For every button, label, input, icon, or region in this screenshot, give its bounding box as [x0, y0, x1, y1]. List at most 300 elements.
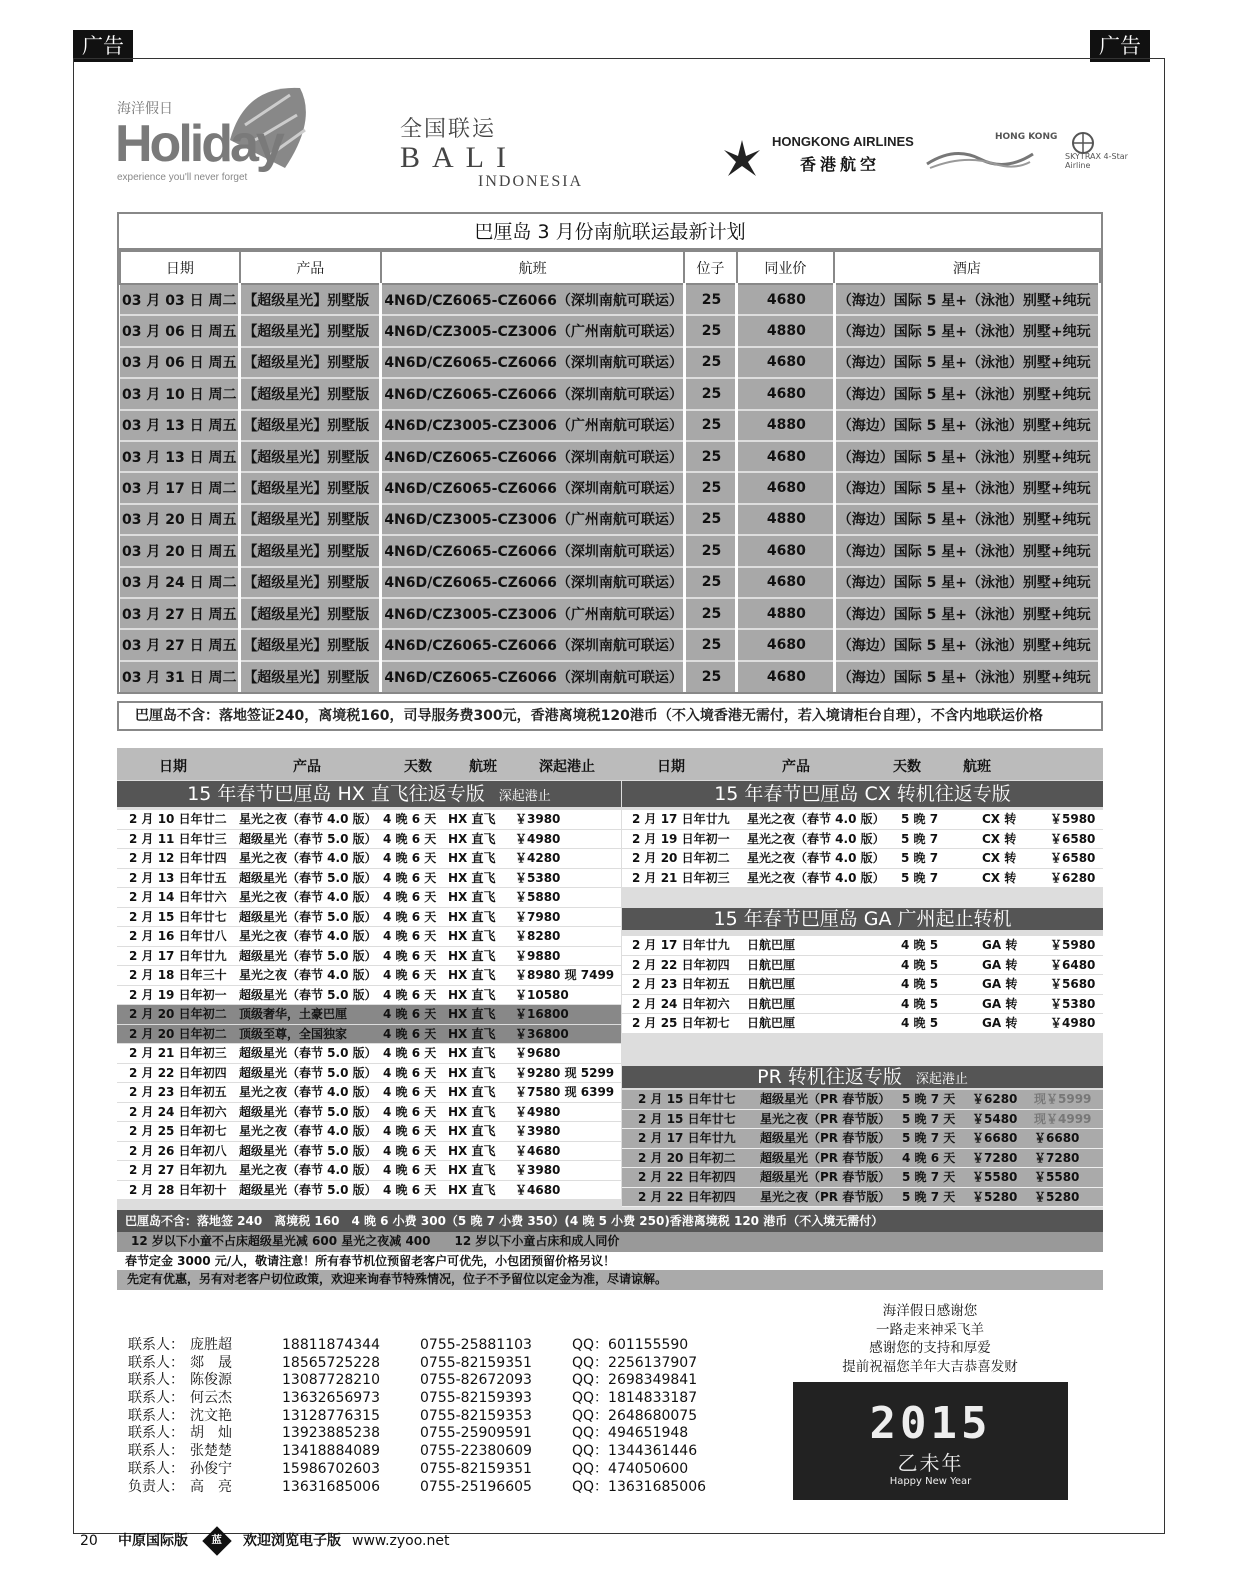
row-cell: 星光之夜（春节 4.0 版） — [747, 870, 885, 885]
table-row — [117, 1005, 621, 1025]
row-cell: GA 转 — [982, 957, 1018, 972]
bali-logo — [400, 112, 620, 190]
row-cell: ￥4280 — [515, 851, 561, 865]
contact-cell: 胡 灿 — [190, 1425, 232, 1442]
row-cell: CX 转 — [982, 812, 1017, 826]
contact-cell: 13128776315 — [282, 1407, 380, 1424]
march-cell: 4N6D/CZ3005-CZ3006（广州南航可联运） — [381, 504, 685, 535]
table-row — [117, 927, 621, 947]
march-cell: 4N6D/CZ6065-CZ6066（深圳南航可联运） — [381, 567, 685, 598]
contact-cell: 0755-82159351 — [420, 1460, 532, 1477]
row-cell: 2 月 23 日年初五 — [632, 977, 730, 991]
march-cell: 25 — [684, 284, 736, 315]
row-cell: 星光之夜（春节 4.0 版） — [239, 1163, 377, 1177]
row-cell: ￥6680 — [972, 1131, 1018, 1145]
new-year-banner — [793, 1382, 1068, 1500]
march-cell: 03 月 06 日 周五 — [120, 347, 240, 378]
row-cell: 超级星光（春节 5.0 版） — [239, 831, 377, 846]
row-cell: ￥5580 — [972, 1170, 1018, 1184]
row-cell: ￥7280 — [1034, 1150, 1080, 1165]
band-ga: 15 年春节巴厘岛 GA 广州起止转机 — [622, 908, 1103, 930]
contact-cell: 孙俊宁 — [190, 1460, 232, 1477]
row-cell: 超级星光（PR 春节版） — [760, 1131, 891, 1145]
row-cell: ￥10580 — [515, 987, 569, 1002]
march-cell: 4680 — [737, 567, 835, 598]
table-row — [117, 1103, 621, 1123]
row-cell: 2 月 12 日年廿四 — [129, 851, 227, 865]
march-row — [120, 378, 1100, 409]
spring-note-deposit: 春节定金 3000 元/人，敬请注意！所有春节机位预留老客户可优先，小包团预留价格另议！ — [117, 1252, 1103, 1270]
table-row — [622, 830, 1103, 850]
march-cell: 4880 — [737, 504, 835, 535]
row-cell: 4 晚 6 天 — [383, 909, 437, 924]
march-cell: （海边）国际 5 星+（泳池）别墅+纯玩 — [834, 629, 1099, 660]
march-cell: 4N6D/CZ6065-CZ6066（深圳南航可联运） — [381, 661, 685, 692]
row-cell: 星光之夜（春节 4.0 版） — [747, 831, 885, 846]
row-cell: 2 月 20 日年初二 — [129, 1026, 227, 1041]
row-cell: 4 晚 5 — [901, 938, 939, 952]
row-cell: 星光之夜（PR 春节版） — [760, 1111, 891, 1126]
contact-cell: 0755-25909591 — [420, 1425, 532, 1442]
row-cell: 4 晚 6 天 — [383, 1026, 437, 1041]
row-cell: 2 月 25 日年初七 — [632, 1016, 730, 1030]
row-cell: ￥6480 — [1050, 957, 1096, 972]
row-cell: 星光之夜（春节 4.0 版） — [239, 1085, 377, 1099]
site-url[interactable]: www.zyoo.net — [352, 1533, 450, 1549]
col-product: 产品 — [293, 759, 321, 775]
march-cell: 【超级星光】别墅版 — [240, 598, 381, 629]
row-cell: ￥4980 — [515, 1104, 561, 1119]
holiday-word: Holiday — [115, 115, 282, 173]
table-row — [117, 986, 621, 1006]
row-cell: ￥3980 — [515, 812, 561, 826]
row-cell: 4 晚 6 天 — [383, 987, 437, 1002]
row-cell: 日航巴厘 — [747, 938, 796, 952]
col-flight-r: 航班 — [963, 759, 991, 775]
march-cell: 03 月 17 日 周二 — [120, 472, 240, 503]
march-row — [120, 629, 1100, 660]
row-cell: 日航巴厘 — [747, 996, 796, 1011]
spring-festival-table — [117, 748, 1103, 1290]
row-cell: CX 转 — [982, 831, 1017, 846]
row-cell: 4 晚 6 天 — [383, 1182, 437, 1197]
holiday-tagline: experience you'll never forget — [117, 172, 248, 183]
march-cell: 25 — [684, 598, 736, 629]
table-row — [622, 995, 1103, 1015]
row-cell: HX 直飞 — [448, 948, 496, 963]
table-row — [622, 1188, 1103, 1208]
table-row — [622, 1110, 1103, 1130]
row-cell: 5 晚 7 天 — [902, 1189, 956, 1204]
table-row — [622, 849, 1103, 869]
march-cell: 03 月 03 日 周二 — [120, 284, 240, 315]
row-cell: 超级星光（春节 5.0 版） — [239, 987, 377, 1002]
march-header-cell: 同业价 — [737, 251, 835, 284]
row-cell: 2 月 17 日年廿九 — [129, 948, 227, 963]
march-header-cell: 航班 — [381, 251, 685, 284]
march-cell: 4680 — [737, 535, 835, 566]
row-cell: 2 月 21 日年初三 — [129, 1046, 227, 1060]
row-cell: 2 月 19 日年初一 — [632, 831, 730, 846]
table-row — [117, 1122, 621, 1142]
row-cell: 4 晚 6 天 — [383, 870, 437, 885]
contact-row — [128, 1425, 728, 1443]
contact-cell: 13418884089 — [282, 1443, 380, 1460]
march-cell: 03 月 20 日 周五 — [120, 535, 240, 566]
row-cell: HX 直飞 — [448, 987, 496, 1002]
row-cell: 现￥5999 — [1034, 1092, 1092, 1106]
row-cell: GA 转 — [982, 938, 1018, 952]
row-cell: HX 直飞 — [448, 1026, 496, 1041]
march-cell: 4N6D/CZ6065-CZ6066（深圳南航可联运） — [381, 347, 685, 378]
march-cell: 【超级星光】别墅版 — [240, 661, 381, 692]
row-cell: HX 直飞 — [448, 909, 496, 924]
contact-cell: 0755-22380609 — [420, 1443, 532, 1460]
row-cell: 5 晚 7 天 — [902, 1111, 956, 1126]
march-cell: （海边）国际 5 星+（泳池）别墅+纯玩 — [834, 567, 1099, 598]
row-cell: HX 直飞 — [448, 1104, 496, 1119]
contact-row — [128, 1479, 728, 1497]
row-cell: 5 晚 7 天 — [902, 1170, 956, 1184]
row-cell: 2 月 21 日年初三 — [632, 870, 730, 885]
row-cell: 4 晚 6 天 — [383, 1143, 437, 1158]
row-cell: ￥6280 — [1050, 870, 1096, 885]
row-cell: 日航巴厘 — [747, 977, 796, 991]
contact-cell: 13087728210 — [282, 1372, 380, 1389]
march-cell: （海边）国际 5 星+（泳池）别墅+纯玩 — [834, 284, 1099, 315]
march-header-cell: 日期 — [120, 251, 240, 284]
holiday-logo — [115, 80, 315, 190]
march-cell: 4N6D/CZ6065-CZ6066（深圳南航可联运） — [381, 629, 685, 660]
row-cell: 4 晚 6 天 — [383, 1007, 437, 1021]
row-cell: ￥5880 — [515, 890, 561, 904]
row-cell: 2 月 26 日年初八 — [129, 1143, 227, 1158]
row-cell: ￥5280 — [1034, 1189, 1080, 1204]
row-cell: HX 直飞 — [448, 1007, 496, 1021]
march-row — [120, 441, 1100, 472]
row-cell: 2 月 16 日年廿八 — [129, 929, 227, 943]
row-cell: HX 直飞 — [448, 1163, 496, 1177]
row-cell: HX 直飞 — [448, 831, 496, 846]
march-cell: 【超级星光】别墅版 — [240, 284, 381, 315]
contact-cell: 0755-82159393 — [420, 1390, 532, 1407]
table-row — [117, 1064, 621, 1084]
march-cell: 4680 — [737, 629, 835, 660]
march-cell: 25 — [684, 441, 736, 472]
table-row — [622, 956, 1103, 976]
thanks-line: 海洋假日感谢您 — [882, 1303, 978, 1319]
row-cell: 现￥4999 — [1034, 1111, 1092, 1126]
march-cell: 4680 — [737, 472, 835, 503]
contact-cell: 0755-25196605 — [420, 1478, 532, 1495]
bauhinia-icon — [720, 136, 764, 180]
table-row — [117, 888, 621, 908]
table-row — [117, 1044, 621, 1064]
march-cell: 25 — [684, 504, 736, 535]
row-cell: HX 直飞 — [448, 1085, 496, 1099]
row-cell: 2 月 22 日年初四 — [638, 1170, 736, 1184]
march-row — [120, 598, 1100, 629]
march-cell: 03 月 20 日 周五 — [120, 504, 240, 535]
contact-cell: 联系人： — [128, 1460, 184, 1477]
row-cell: GA 转 — [982, 996, 1018, 1011]
march-note: 巴厘岛不含：落地签证240，离境税160，司导服务费300元，香港离境税120港币（不入境香港无需付，若入境请柜台自理），不含内地联运价格 — [117, 701, 1103, 731]
contact-cell: 高 亮 — [190, 1478, 232, 1495]
table-row — [622, 936, 1103, 956]
contact-cell: QQ：1344361446 — [572, 1443, 698, 1460]
diamond-logo-icon: 蓝 — [202, 1526, 231, 1555]
row-cell: 星光之夜（春节 4.0 版） — [239, 812, 377, 826]
skytrax-text: SKYTRAX 4-Star Airline — [1065, 152, 1128, 170]
row-cell: 星光之夜（春节 4.0 版） — [747, 812, 885, 826]
table-row — [117, 869, 621, 889]
contact-cell: 13923885238 — [282, 1425, 380, 1442]
march-cell: 03 月 10 日 周二 — [120, 378, 240, 409]
table-row — [117, 830, 621, 850]
contact-cell: 联系人： — [128, 1372, 184, 1389]
row-cell: 2 月 24 日年初六 — [129, 1104, 227, 1119]
march-row — [120, 410, 1100, 441]
table-row — [117, 1025, 621, 1045]
march-cell: 【超级星光】别墅版 — [240, 504, 381, 535]
spring-note-child: 12 岁以下小童不占床超级星光减 600 星光之夜减 400 12 岁以下小童占床和成人同价 — [117, 1232, 1103, 1252]
march-cell: 【超级星光】别墅版 — [240, 410, 381, 441]
row-cell: ￥36800 — [515, 1026, 569, 1041]
row-cell: HX 直飞 — [448, 968, 496, 982]
row-cell: 2 月 11 日年廿三 — [129, 831, 227, 846]
march-cell: （海边）国际 5 星+（泳池）别墅+纯玩 — [834, 504, 1099, 535]
row-cell: 顶级奢华，土豪巴厘 — [239, 1007, 348, 1021]
contact-cell: QQ：2698349841 — [572, 1372, 698, 1389]
march-cell: 4N6D/CZ3005-CZ3006（广州南航可联运） — [381, 315, 685, 346]
row-cell: 2 月 24 日年初六 — [632, 996, 730, 1011]
table-row — [117, 1161, 621, 1181]
contact-cell: 15986702603 — [282, 1460, 380, 1477]
row-cell: 超级星光（春节 5.0 版） — [239, 1046, 377, 1060]
contact-cell: 张楚楚 — [190, 1443, 232, 1460]
row-cell: 2 月 28 日年初十 — [129, 1182, 227, 1197]
row-cell: 超级星光（春节 5.0 版） — [239, 909, 377, 924]
march-row — [120, 504, 1100, 535]
contact-cell: QQ：2256137907 — [572, 1354, 698, 1371]
contact-row — [128, 1337, 728, 1355]
new-year-en: Happy New Year — [889, 1476, 972, 1487]
row-cell: 4 晚 6 天 — [383, 812, 437, 826]
march-cell: 4880 — [737, 315, 835, 346]
row-cell: 星光之夜（春节 4.0 版） — [239, 890, 377, 904]
march-cell: 4N6D/CZ6065-CZ6066（深圳南航可联运） — [381, 535, 685, 566]
march-cell: 【超级星光】别墅版 — [240, 347, 381, 378]
contact-cell: 沈文艳 — [190, 1407, 232, 1424]
row-cell: 5 晚 7 — [901, 851, 939, 865]
band-pr: PR 转机往返专版 深起港止 — [622, 1066, 1103, 1088]
table-row — [622, 1168, 1103, 1188]
thanks-line: 一路走来神采飞羊 — [876, 1321, 984, 1338]
col-route: 深起港止 — [539, 759, 595, 775]
row-cell: 2 月 17 日年廿九 — [638, 1131, 736, 1145]
row-cell: 超级星光（PR 春节版） — [760, 1092, 891, 1106]
march-cell: 25 — [684, 347, 736, 378]
row-cell: 2 月 19 日年初一 — [129, 987, 227, 1002]
row-cell: 日航巴厘 — [747, 957, 796, 972]
march-cell: 03 月 27 日 周五 — [120, 629, 240, 660]
march-cell: 4N6D/CZ6065-CZ6066（深圳南航可联运） — [381, 441, 685, 472]
row-cell: 2 月 17 日年廿九 — [632, 938, 730, 952]
bali-cn: 全国联运 — [400, 117, 497, 142]
row-cell: 5 晚 7 天 — [902, 1092, 956, 1106]
march-cell: 03 月 13 日 周五 — [120, 410, 240, 441]
row-cell: 2 月 22 日年初四 — [129, 1065, 227, 1080]
march-cell: 4680 — [737, 347, 835, 378]
col-product-r: 产品 — [782, 759, 810, 775]
row-cell: 超级星光（PR 春节版） — [760, 1150, 891, 1165]
table-row — [622, 1149, 1103, 1169]
contact-cell: 13632656973 — [282, 1390, 380, 1407]
row-cell: 4 晚 5 — [901, 957, 939, 972]
row-cell: 星光之夜（春节 4.0 版） — [239, 929, 377, 943]
row-cell: ￥7580 现 6399 — [515, 1085, 615, 1099]
page-number: 20 — [80, 1533, 98, 1549]
row-cell: 2 月 15 日年廿七 — [638, 1092, 736, 1106]
row-cell: CX 转 — [982, 870, 1017, 885]
row-cell: 4 晚 5 — [901, 1016, 939, 1030]
march-row — [120, 284, 1100, 315]
spring-note-excludes: 巴厘岛不含：落地签 240 离境税 160 4 晚 6 小费 300（5 晚 7 小费 350）(4 晚 5 小费 250)香港离境税 120 港币（不入境无需付） — [117, 1210, 1103, 1232]
contact-cell: 何云杰 — [190, 1390, 232, 1407]
row-cell: HX 直飞 — [448, 851, 496, 865]
row-cell: ￥5580 — [1034, 1170, 1080, 1184]
march-cell: （海边）国际 5 星+（泳池）别墅+纯玩 — [834, 661, 1099, 692]
march-cell: 4N6D/CZ6065-CZ6066（深圳南航可联运） — [381, 284, 685, 315]
table-row — [622, 869, 1103, 889]
row-cell: 2 月 22 日年初四 — [632, 957, 730, 972]
spring-header-row — [117, 748, 1103, 780]
row-cell: ￥8980 现 7499 — [515, 968, 615, 982]
table-row — [117, 947, 621, 967]
march-cell: 25 — [684, 629, 736, 660]
march-cell: 4N6D/CZ3005-CZ3006（广州南航可联运） — [381, 598, 685, 629]
contact-cell: 13631685006 — [282, 1478, 380, 1495]
brushstroke-icon — [925, 144, 1035, 174]
row-cell: ￥5380 — [1050, 996, 1096, 1011]
row-cell: 2 月 25 日年初七 — [129, 1124, 227, 1138]
table-row — [622, 1090, 1103, 1110]
row-cell: 4 晚 6 天 — [383, 1085, 437, 1099]
row-cell: ￥9880 — [515, 948, 561, 963]
contact-row — [128, 1355, 728, 1373]
march-cell: 03 月 13 日 周五 — [120, 441, 240, 472]
march-cell: 25 — [684, 661, 736, 692]
march-row — [120, 347, 1100, 378]
row-cell: 4 晚 6 天 — [383, 1163, 437, 1177]
march-cell: （海边）国际 5 星+（泳池）别墅+纯玩 — [834, 378, 1099, 409]
march-cell: 03 月 27 日 周五 — [120, 598, 240, 629]
table-row — [117, 810, 621, 830]
row-cell: ￥7980 — [515, 909, 561, 924]
march-header-cell: 位子 — [684, 251, 736, 284]
march-cell: 25 — [684, 378, 736, 409]
row-cell: 2 月 20 日年初二 — [632, 851, 730, 865]
row-cell: 4 晚 6 天 — [383, 948, 437, 963]
row-cell: 4 晚 6 天 — [383, 1046, 437, 1060]
row-cell: 4 晚 6 天 — [383, 929, 437, 943]
row-cell: 星光之夜（春节 4.0 版） — [747, 851, 885, 865]
row-cell: 4 晚 6 天 — [383, 1124, 437, 1138]
row-cell: 4 晚 6 天 — [383, 1104, 437, 1119]
table-row — [117, 1142, 621, 1162]
row-cell: 5 晚 7 天 — [902, 1131, 956, 1145]
contact-row — [128, 1408, 728, 1426]
contact-cell: QQ：494651948 — [572, 1425, 689, 1442]
bali-sub: INDONESIA — [478, 173, 584, 190]
pr-rows — [622, 1090, 1103, 1207]
march-cell: 25 — [684, 535, 736, 566]
row-cell: 超级星光（春节 5.0 版） — [239, 1065, 377, 1080]
row-cell: HX 直飞 — [448, 929, 496, 943]
contact-row — [128, 1390, 728, 1408]
col-date: 日期 — [159, 759, 187, 775]
row-cell: 4 晚 6 天 — [383, 831, 437, 846]
ga-rows — [622, 936, 1103, 1034]
row-cell: 顶级至尊，全国独家 — [239, 1026, 348, 1041]
col-flight: 航班 — [469, 759, 497, 775]
march-cell: 03 月 24 日 周二 — [120, 567, 240, 598]
row-cell: 2 月 20 日年初二 — [638, 1150, 736, 1165]
contact-list — [128, 1337, 728, 1496]
contact-cell: 庞胜超 — [190, 1337, 232, 1353]
contact-row — [128, 1372, 728, 1390]
contact-cell: 负责人： — [128, 1478, 184, 1495]
row-cell: HX 直飞 — [448, 870, 496, 885]
row-cell: 2 月 18 日年三十 — [129, 968, 227, 982]
new-year-number: 2015 — [869, 1398, 992, 1449]
march-cell: 03 月 31 日 周二 — [120, 661, 240, 692]
march-row — [120, 535, 1100, 566]
row-cell: ￥5480 — [972, 1111, 1018, 1126]
row-cell: HX 直飞 — [448, 1124, 496, 1138]
col-days-r: 天数 — [893, 759, 921, 775]
march-cell: 4680 — [737, 661, 835, 692]
holiday-cn: 海洋假日 — [117, 101, 173, 117]
contact-cell: 联系人： — [128, 1337, 184, 1353]
table-row — [117, 849, 621, 869]
contact-cell: 郯 晟 — [190, 1354, 232, 1371]
row-cell: 4 晚 6 天 — [383, 968, 437, 982]
col-days: 天数 — [404, 759, 432, 775]
march-cell: 03 月 06 日 周五 — [120, 315, 240, 346]
col-date-r: 日期 — [657, 759, 685, 775]
welcome-text: 欢迎浏览电子版 — [243, 1533, 341, 1549]
row-cell: 2 月 14 日年廿六 — [129, 890, 227, 904]
band-cx: 15 年春节巴厘岛 CX 转机往返专版 — [622, 781, 1103, 807]
thanks-line: 提前祝福您羊年大吉恭喜发财 — [842, 1358, 1018, 1375]
table-row — [117, 1181, 621, 1201]
thanks-line: 感谢您的支持和厚爱 — [869, 1340, 991, 1356]
table-row — [117, 1083, 621, 1103]
row-cell: 5 晚 7 — [901, 831, 939, 846]
march-cell: 25 — [684, 567, 736, 598]
march-cell: 4880 — [737, 598, 835, 629]
contact-cell: QQ：474050600 — [572, 1460, 689, 1477]
row-cell: 2 月 27 日年初九 — [129, 1163, 227, 1177]
row-cell: ￥6680 — [1034, 1131, 1080, 1145]
table-row — [622, 1129, 1103, 1149]
march-cell: 【超级星光】别墅版 — [240, 441, 381, 472]
row-cell: ￥7280 — [972, 1150, 1018, 1165]
march-cell: 25 — [684, 472, 736, 503]
contact-row — [128, 1461, 728, 1479]
row-cell: 星光之夜（PR 春节版） — [760, 1189, 891, 1204]
